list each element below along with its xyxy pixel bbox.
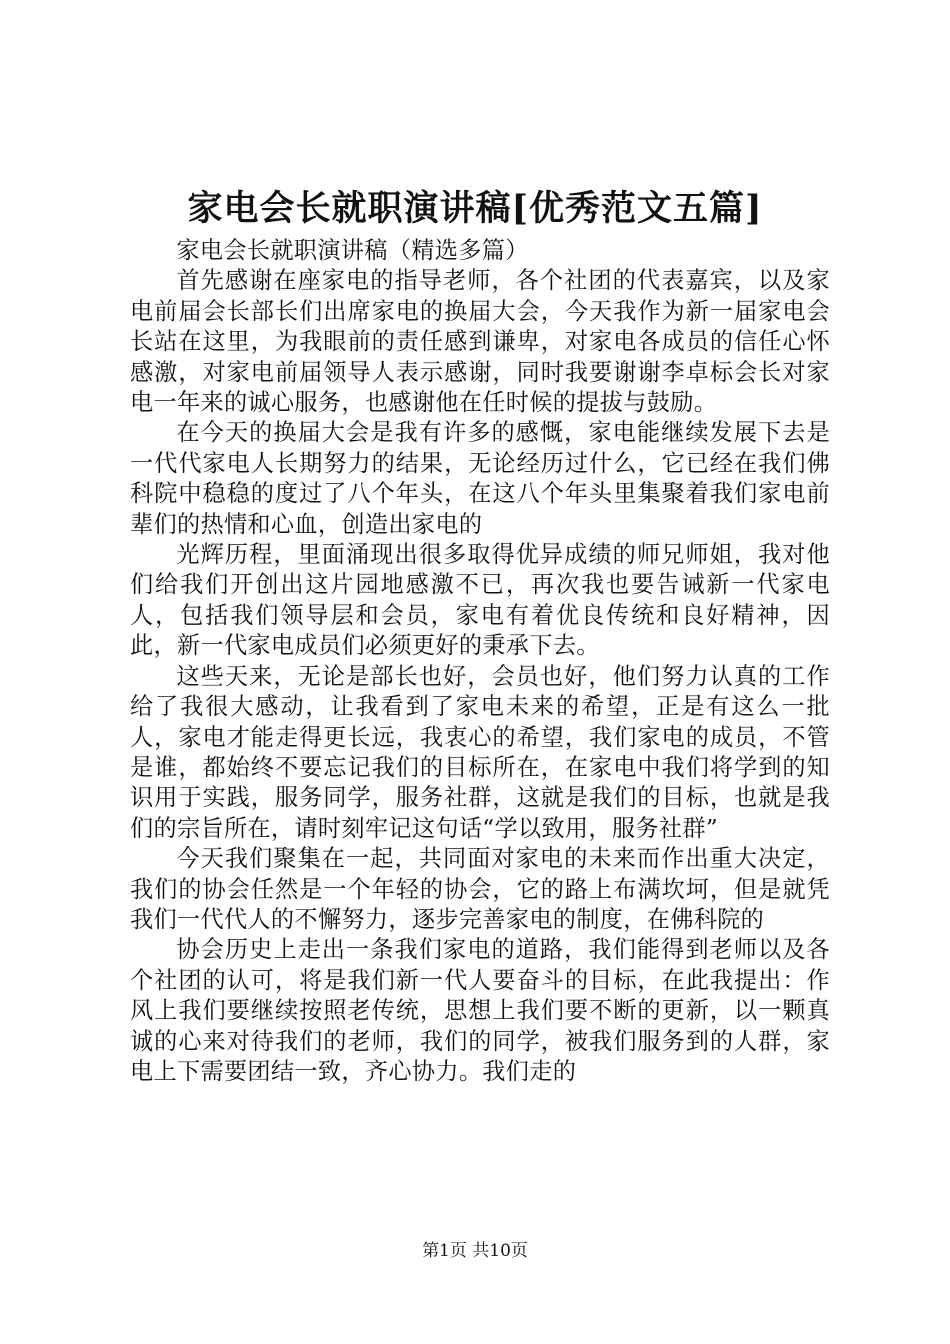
body-paragraph: 协会历史上走出一条我们家电的道路，我们能得到老师以及各个社团的认可，将是我们新一代人要奋斗的目标，在此我提出：作风上我们要继续按照老传统，思想上我们要不断的更新，以一颗真诚的心来对待我们的老师，我们的同学，被我们服务到的人群，家电上下需要团结一致，齐心协力。我们走的: [130, 936, 830, 1085]
body-paragraph: 首先感谢在座家电的指导老师，各个社团的代表嘉宾，以及家电前届会长部长们出席家电的换届大会，今天我作为新一届家电会长站在这里，为我眼前的责任感到谦卑，对家电各成员的信任心怀感激，对家电前届领导人表示感谢，同时我要谢谢李卓标会长对家电一年来的诚心服务，也感谢他在任时候的提拔与鼓励。: [130, 267, 830, 417]
body-paragraph: 这些天来，无论是部长也好，会员也好，他们努力认真的工作给了我很大感动，让我看到了家电未来的希望，正是有这么一批人，家电才能走得更长远，我衷心的希望，我们家电的成员，不管是谁，都始终不要忘记我们的目标所在，在家电中我们将学到的知识用于实践，服务同学，服务社群，这就是我们的目标，也就是我们的宗旨所在，请时刻牢记这句话“学以致用，服务社群”: [130, 662, 830, 842]
page-number-footer: 第1页 共10页: [422, 1241, 528, 1261]
body-paragraph: 今天我们聚集在一起，共同面对家电的未来而作出重大决定，我们的协会任然是一个年轻的协会，它的路上布满坎坷，但是就凭我们一代代人的不懈努力，逐步完善家电的制度，在佛科院的: [130, 845, 830, 933]
document-body: [130, 236, 830, 1087]
subtitle-paragraph: 家电会长就职演讲稿（精选多篇）: [176, 237, 529, 264]
body-paragraph: 光辉历程，里面涌现出很多取得优异成绩的师兄师姐，我对他们给我们开创出这片园地感激不已，再次我也要告诫新一代家电人，包括我们领导层和会员，家电有着优良传统和良好精神，因此，新一代家电成员们必须更好的秉承下去。: [130, 541, 830, 660]
body-paragraph: 在今天的换届大会是我有许多的感慨，家电能继续发展下去是一代代家电人长期努力的结果，无论经历过什么，它已经在我们佛科院中稳稳的度过了八个年头，在这八个年头里集聚着我们家电前辈们的热情和心血，创造出家电的: [130, 419, 830, 538]
document-title: 家电会长就职演讲稿[优秀范文五篇]: [187, 188, 763, 229]
